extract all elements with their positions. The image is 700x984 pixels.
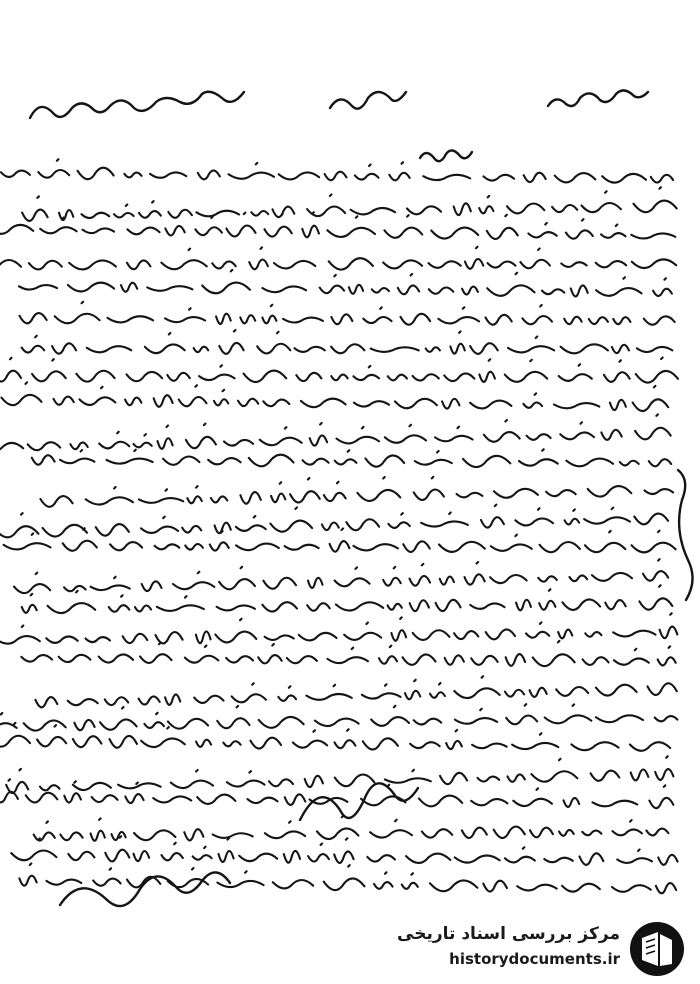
handwritten-line — [22, 330, 673, 354]
handwritten-line — [19, 270, 672, 297]
handwritten-line — [0, 723, 670, 751]
handwritten-line — [0, 358, 678, 383]
handwritten-line — [32, 449, 671, 467]
margin-bracket — [678, 470, 693, 600]
handwritten-line — [22, 585, 673, 613]
handwritten-line — [2, 382, 669, 411]
handwritten-line — [0, 613, 677, 643]
handwritten-line — [0, 212, 675, 239]
handwritten-line — [4, 528, 676, 552]
handwritten-line — [34, 816, 669, 841]
header-addressee — [30, 92, 244, 118]
handwritten-line — [35, 676, 676, 707]
handwritten-line — [11, 836, 677, 865]
handwritten-line — [21, 641, 675, 666]
date-number — [420, 150, 472, 161]
handwritten-line — [0, 505, 668, 538]
handwritten-line — [1, 159, 673, 182]
handwritten-line — [19, 864, 676, 894]
handwritten-line — [40, 477, 673, 507]
handwritten-line — [6, 756, 673, 793]
watermark-org-name: مرکز بررسی اسناد تاریخی — [397, 924, 620, 944]
signature-mark-left — [60, 872, 230, 906]
archive-book-logo-icon — [628, 920, 686, 978]
watermark-website: historydocuments.ir — [449, 950, 620, 968]
handwritten-line — [0, 414, 671, 451]
header-reference — [548, 90, 648, 106]
signature-mark-center — [300, 783, 418, 820]
handwritten-line — [0, 247, 676, 270]
archive-watermark — [397, 918, 692, 978]
handwritten-line — [14, 559, 668, 593]
handwritten-line — [22, 187, 677, 221]
handwritten-line — [20, 302, 675, 325]
header-subject — [330, 92, 406, 109]
handwritten-line — [0, 704, 677, 731]
